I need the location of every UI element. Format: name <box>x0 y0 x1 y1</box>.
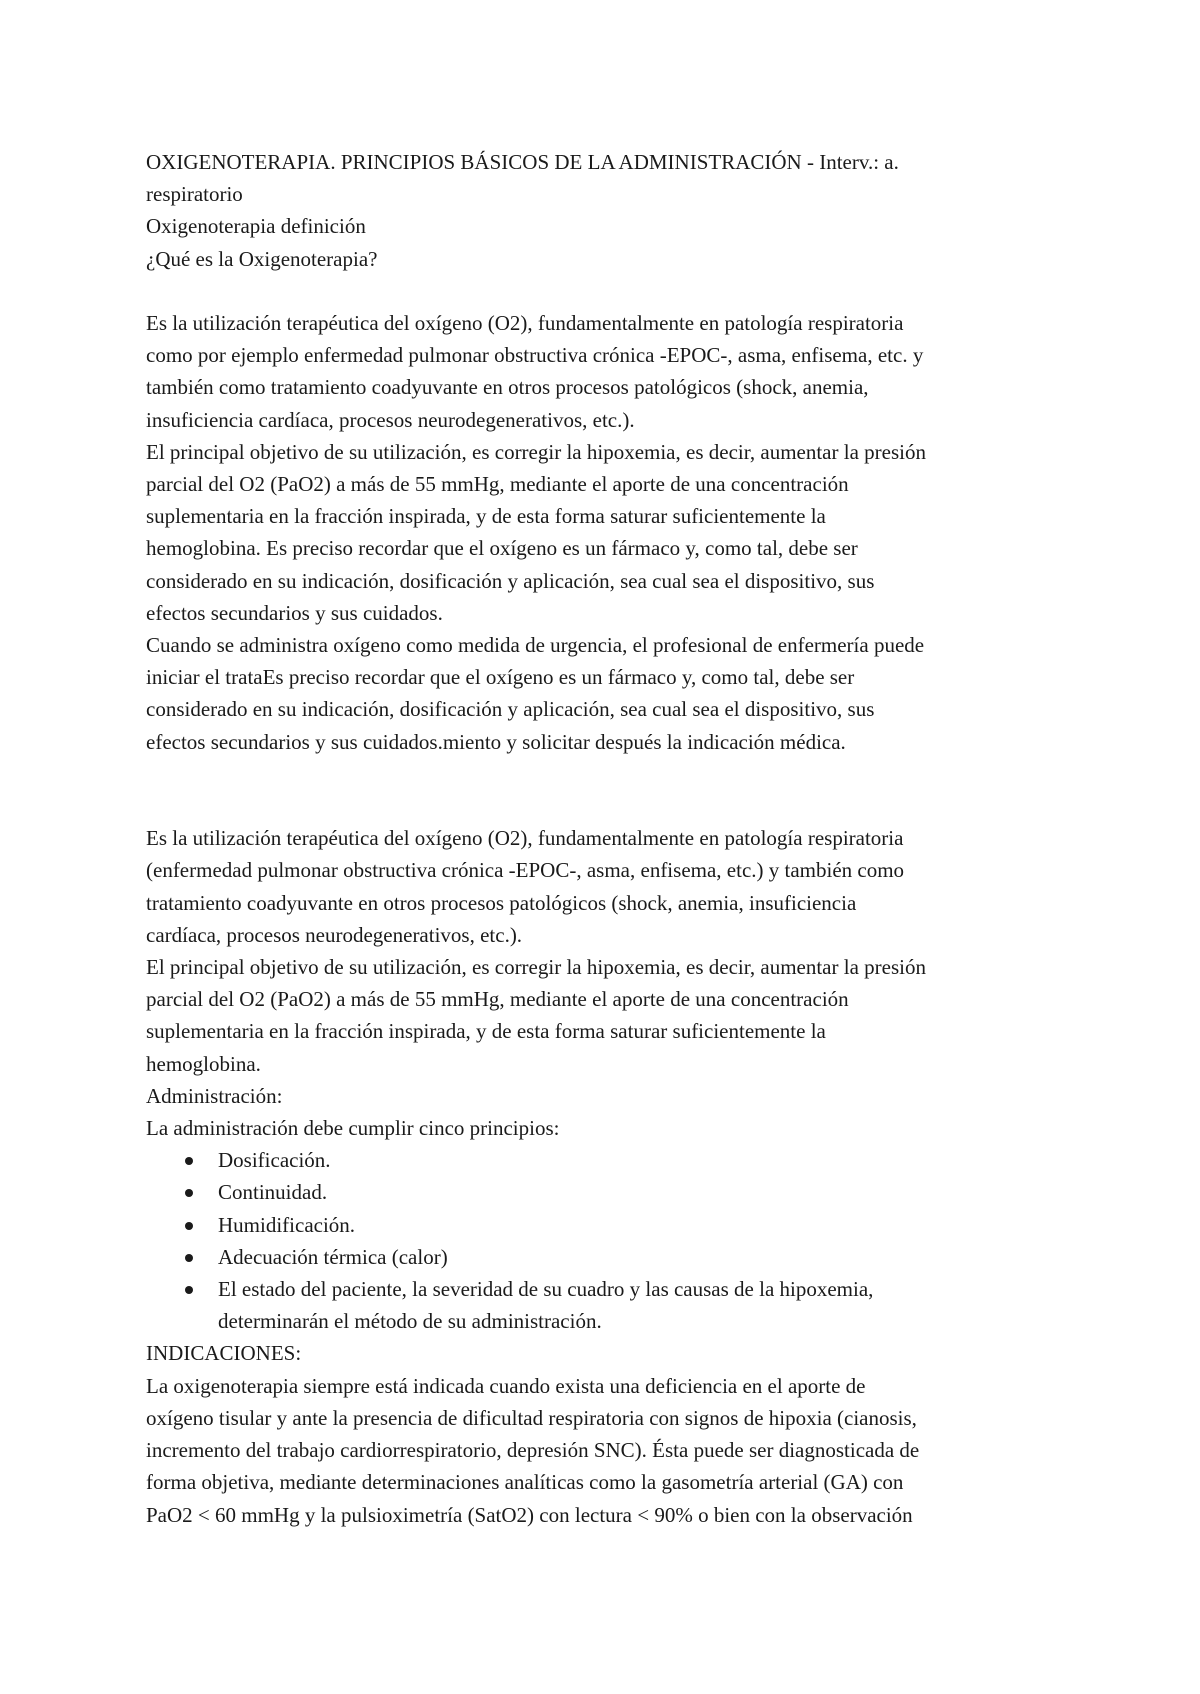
list-item <box>146 1209 1076 1241</box>
indications-section <box>146 1337 1076 1530</box>
text-line: El principal objetivo de su utilización, es corregir la hipoxemia, es decir, aumentar la presión <box>146 955 926 980</box>
text-line: PaO2 < 60 mmHg y la pulsioximetría (SatO2) con lectura < 90% o bien con la observación <box>146 1502 913 1527</box>
list-item-text: El estado del paciente, la severidad de su cuadro y las causas de la hipoxemia, <box>218 1277 874 1302</box>
bullet-icon <box>185 1189 193 1197</box>
text-line: forma objetiva, mediante determinaciones analíticas como la gasometría arterial (GA) con <box>146 1470 904 1495</box>
text-line: parcial del O2 (PaO2) a más de 55 mmHg, mediante el aporte de una concentración <box>146 472 849 497</box>
text-line: El principal objetivo de su utilización, es corregir la hipoxemia, es decir, aumentar la presión <box>146 439 926 464</box>
list-item <box>146 1273 1076 1337</box>
text-line: suplementaria en la fracción inspirada, y de esta forma saturar suficientemente la <box>146 1019 826 1044</box>
list-item <box>146 1176 1076 1208</box>
document-title-line-1: OXIGENOTERAPIA. PRINCIPIOS BÁSICOS DE LA ADMINISTRACIÓN - Interv.: a. <box>146 150 899 174</box>
text-line: cardíaca, procesos neurodegenerativos, etc.). <box>146 922 523 947</box>
list-item-text: Humidificación. <box>218 1212 356 1237</box>
administration-heading: Administración: <box>146 1083 283 1108</box>
list-item-text: determinarán el método de su administración. <box>218 1309 602 1334</box>
blank-lines <box>146 758 1076 822</box>
text-line: considerado en su indicación, dosificación y aplicación, sea cual sea el dispositivo, sus <box>146 697 875 722</box>
text-line: La oxigenoterapia siempre está indicada cuando exista una deficiencia en el aporte de <box>146 1373 866 1398</box>
text-line: insuficiencia cardíaca, procesos neurodegenerativos, etc.). <box>146 407 635 432</box>
subtitle-definition: Oxigenoterapia definición <box>146 214 366 239</box>
indications-heading: INDICACIONES: <box>146 1341 302 1366</box>
principles-intro: La administración debe cumplir cinco principios: <box>146 1116 560 1141</box>
principles-list <box>146 1144 1076 1337</box>
text-line: como por ejemplo enfermedad pulmonar obstructiva crónica -EPOC-, asma, enfisema, etc. y <box>146 343 924 368</box>
text-line: hemoglobina. Es preciso recordar que el oxígeno es un fármaco y, como tal, debe ser <box>146 536 858 561</box>
paragraph-definition-2 <box>146 822 1076 1144</box>
text-line: efectos secundarios y sus cuidados.miento y solicitar después la indicación médica. <box>146 729 846 754</box>
text-line: suplementaria en la fracción inspirada, y de esta forma saturar suficientemente la <box>146 504 826 529</box>
bullet-icon <box>185 1157 193 1165</box>
blank-line <box>146 275 1076 307</box>
text-line: efectos secundarios y sus cuidados. <box>146 600 443 625</box>
text-line: Cuando se administra oxígeno como medida de urgencia, el profesional de enfermería puede <box>146 633 925 658</box>
text-line: considerado en su indicación, dosificación y aplicación, sea cual sea el dispositivo, sus <box>146 568 875 593</box>
bullet-icon <box>185 1286 193 1294</box>
list-item <box>146 1144 1076 1176</box>
text-line: Es la utilización terapéutica del oxígeno (O2), fundamentalmente en patología respiratoria <box>146 826 904 851</box>
text-line: oxígeno tisular y ante la presencia de dificultad respiratoria con signos de hipoxia (cianosis, <box>146 1405 917 1430</box>
text-line: parcial del O2 (PaO2) a más de 55 mmHg, mediante el aporte de una concentración <box>146 987 849 1012</box>
document-title-line-2: respiratorio <box>146 182 243 207</box>
bullet-icon <box>185 1222 193 1230</box>
paragraph-definition-1 <box>146 307 1076 758</box>
list-item-text: Dosificación. <box>218 1148 331 1173</box>
list-item-text: Adecuación térmica (calor) <box>218 1244 448 1269</box>
text-line: Es la utilización terapéutica del oxígeno (O2), fundamentalmente en patología respiratoria <box>146 311 904 335</box>
text-line: tratamiento coadyuvante en otros procesos patológicos (shock, anemia, insuficiencia <box>146 890 857 915</box>
text-line: incremento del trabajo cardiorrespiratorio, depresión SNC). Ésta puede ser diagnosticada de <box>146 1438 920 1463</box>
document-body <box>146 146 1076 1531</box>
text-line: también como tratamiento coadyuvante en otros procesos patológicos (shock, anemia, <box>146 375 869 400</box>
question-heading: ¿Qué es la Oxigenoterapia? <box>146 246 378 271</box>
list-item-text: Continuidad. <box>218 1180 328 1205</box>
text-line: hemoglobina. <box>146 1051 261 1076</box>
bullet-icon <box>185 1254 193 1262</box>
title-block <box>146 146 1076 275</box>
text-line: iniciar el trataEs preciso recordar que el oxígeno es un fármaco y, como tal, debe ser <box>146 665 855 690</box>
list-item <box>146 1241 1076 1273</box>
text-line: (enfermedad pulmonar obstructiva crónica -EPOC-, asma, enfisema, etc.) y también como <box>146 858 905 883</box>
